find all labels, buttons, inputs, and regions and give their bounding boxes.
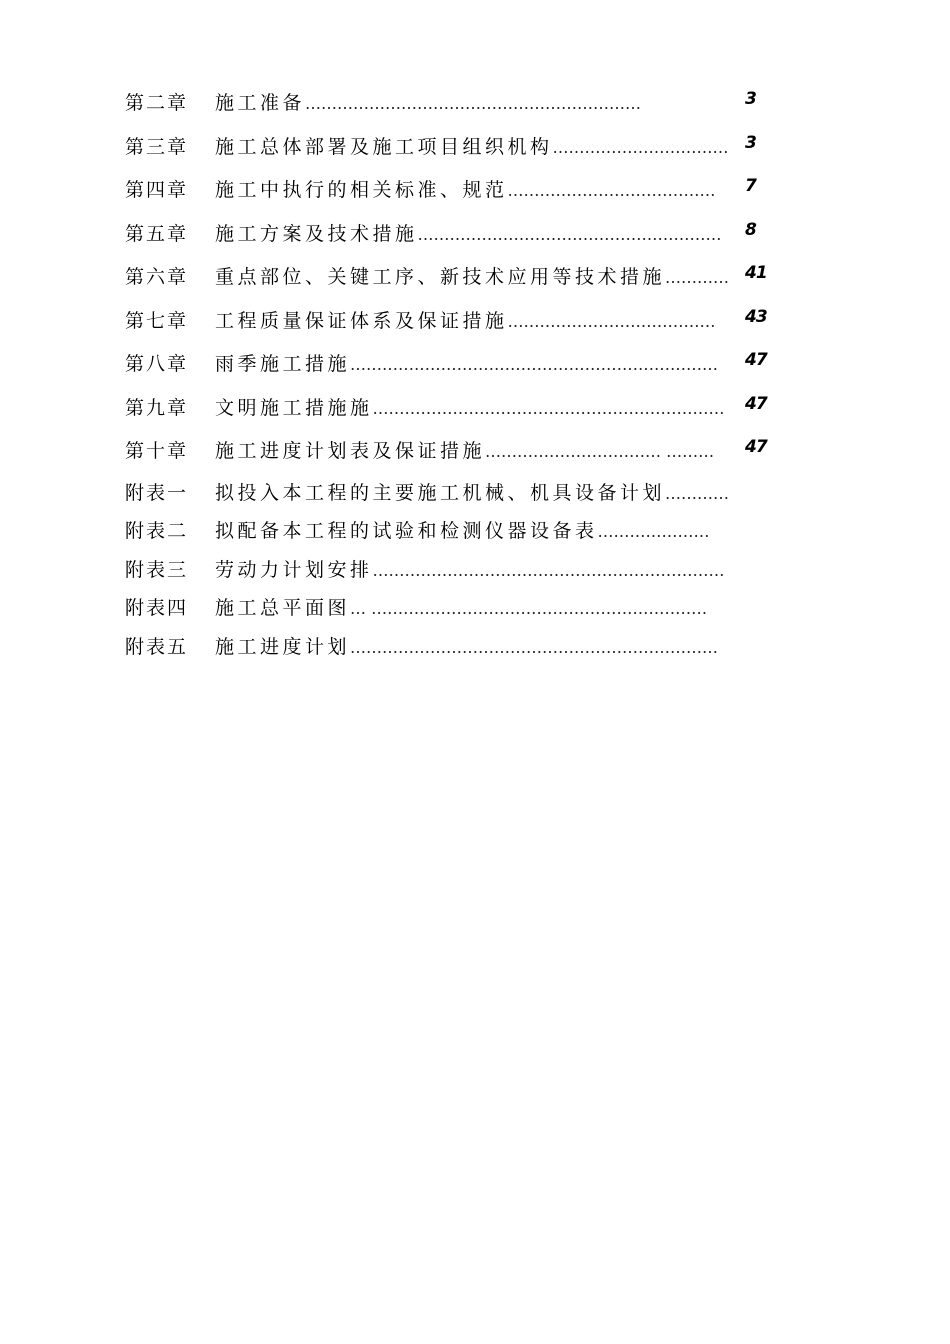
toc-entry-appendix-1 bbox=[125, 474, 785, 513]
toc-leader-dots: …………………………………………………………… bbox=[350, 637, 719, 657]
toc-chapter-label: 第七章 bbox=[125, 309, 189, 332]
toc-entry-appendix-2 bbox=[125, 512, 785, 551]
toc-title-text: 重点部位、关键工序、新技术应用等技术措施 bbox=[215, 266, 666, 288]
toc-entry-title bbox=[215, 628, 718, 668]
table-of-contents bbox=[125, 82, 785, 666]
toc-title-text: 施工方案及技术措施 bbox=[215, 222, 418, 245]
toc-page-number: 8 bbox=[745, 219, 756, 240]
toc-leader-dots: ………………… bbox=[597, 522, 710, 541]
toc-leader-dots: ………………………………… bbox=[507, 311, 716, 331]
toc-entry-chapter-8 bbox=[125, 343, 785, 387]
toc-leader-dots: ……………………………………………………… bbox=[305, 94, 642, 113]
toc-entry-appendix-4 bbox=[125, 589, 785, 628]
toc-entry-chapter-9 bbox=[125, 387, 785, 431]
toc-entry-title bbox=[215, 474, 729, 514]
toc-title-text: 劳动力计划安排 bbox=[215, 558, 373, 581]
toc-chapter-label: 第二章 bbox=[125, 92, 189, 114]
toc-leader-dots: …………………………… bbox=[552, 137, 729, 157]
toc-chapter-label: 第三章 bbox=[125, 135, 189, 158]
toc-entry-title bbox=[215, 169, 716, 213]
toc-title-text: 施工总体部署及施工项目组织机构 bbox=[215, 135, 553, 158]
toc-entry-chapter-7 bbox=[125, 300, 785, 344]
toc-title-text: 施工中执行的相关标准、规范 bbox=[215, 179, 508, 201]
toc-entry-chapter-3 bbox=[125, 126, 785, 170]
toc-chapter-label: 第九章 bbox=[125, 396, 189, 419]
toc-chapter-label: 附表一 bbox=[125, 481, 189, 504]
toc-page-number: 47 bbox=[745, 437, 767, 457]
toc-page-number: 43 bbox=[745, 306, 767, 327]
toc-entry-appendix-5 bbox=[125, 628, 785, 667]
toc-title-text: 施工准备 bbox=[215, 92, 306, 114]
toc-leader-dots: ………… bbox=[665, 483, 730, 503]
toc-entry-title bbox=[215, 343, 718, 387]
toc-leader-dots: ………………………………………………………… bbox=[372, 398, 725, 418]
toc-leader-dots: …………………………………………………………… bbox=[350, 355, 719, 374]
toc-entry-chapter-10 bbox=[125, 430, 785, 474]
toc-page-number: 7 bbox=[745, 176, 756, 196]
toc-chapter-label: 附表四 bbox=[125, 597, 189, 619]
toc-entry-chapter-6 bbox=[125, 256, 785, 300]
toc-page-number: 3 bbox=[745, 132, 756, 153]
toc-chapter-label: 附表三 bbox=[125, 558, 189, 581]
toc-chapter-label: 第五章 bbox=[125, 222, 189, 245]
toc-entry-title bbox=[215, 82, 641, 126]
toc-chapter-label: 第十章 bbox=[125, 440, 189, 462]
toc-title-text: 雨季施工措施 bbox=[215, 353, 351, 375]
toc-entry-title bbox=[215, 256, 729, 300]
toc-entry-title bbox=[215, 430, 714, 474]
toc-leader-dots: … ……………………………………………………… bbox=[350, 599, 708, 618]
toc-entry-title bbox=[215, 300, 716, 344]
toc-leader-dots: ………………………………………………… bbox=[417, 224, 722, 244]
toc-chapter-label: 附表二 bbox=[125, 520, 189, 542]
toc-entry-title bbox=[215, 551, 725, 591]
toc-page-number: 47 bbox=[745, 350, 767, 370]
toc-leader-dots: ………… bbox=[665, 268, 730, 287]
toc-chapter-label: 第四章 bbox=[125, 179, 189, 201]
toc-entry-title bbox=[215, 387, 725, 431]
toc-leader-dots: ………………………………… bbox=[507, 181, 716, 200]
toc-entry-chapter-5 bbox=[125, 213, 785, 257]
toc-chapter-label: 第六章 bbox=[125, 266, 189, 288]
toc-page-number: 41 bbox=[745, 263, 767, 283]
toc-chapter-label: 第八章 bbox=[125, 353, 189, 375]
toc-title-text: 施工进度计划 bbox=[215, 635, 351, 658]
toc-entry-title bbox=[215, 126, 729, 170]
toc-entry-title bbox=[215, 512, 710, 552]
toc-title-text: 拟配备本工程的试验和检测仪器设备表 bbox=[215, 520, 598, 542]
toc-title-text: 拟投入本工程的主要施工机械、机具设备计划 bbox=[215, 481, 666, 504]
toc-entry-appendix-3 bbox=[125, 551, 785, 590]
toc-chapter-label: 附表五 bbox=[125, 635, 189, 658]
toc-leader-dots: ………………………………………………………… bbox=[372, 560, 725, 580]
toc-title-text: 文明施工措施施 bbox=[215, 396, 373, 419]
toc-entry-title bbox=[215, 213, 722, 257]
toc-entry-title bbox=[215, 589, 707, 629]
toc-entry-chapter-2 bbox=[125, 82, 785, 126]
toc-title-text: 施工总平面图 bbox=[215, 597, 351, 619]
toc-leader-dots: …………………………… ……… bbox=[485, 442, 715, 461]
toc-title-text: 工程质量保证体系及保证措施 bbox=[215, 309, 508, 332]
toc-page-number: 3 bbox=[745, 89, 756, 109]
toc-entry-chapter-4 bbox=[125, 169, 785, 213]
toc-page-number: 47 bbox=[745, 393, 767, 414]
toc-title-text: 施工进度计划表及保证措施 bbox=[215, 440, 486, 462]
